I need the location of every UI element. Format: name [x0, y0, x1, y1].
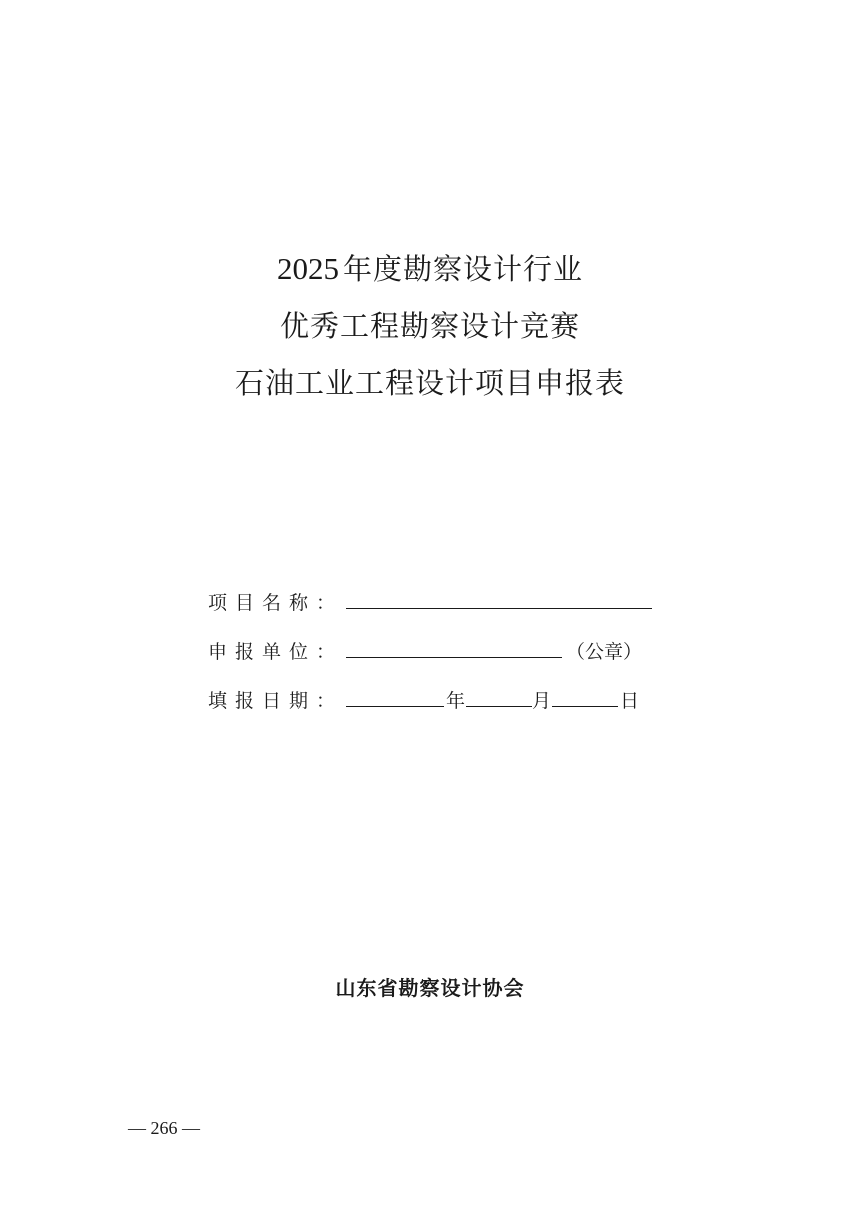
official-seal-note: （公章）: [566, 641, 643, 663]
title-year: 2025: [276, 251, 339, 286]
title-line-2: 优秀工程勘察设计竞赛: [279, 309, 580, 343]
date-year-field[interactable]: [346, 684, 444, 707]
date-label: 填报日期：: [208, 690, 344, 712]
issuing-organization: 山东省勘察设计协会: [335, 976, 525, 1000]
project-name-field[interactable]: [346, 586, 652, 609]
application-form: [208, 586, 688, 733]
project-name-row: [208, 586, 688, 635]
applicant-label: 申报单位：: [208, 641, 344, 663]
date-month-field[interactable]: [466, 684, 532, 707]
year-char: 年: [446, 690, 466, 712]
title-line-1-text: 年度勘察设计行业: [342, 252, 583, 286]
date-day-field[interactable]: [552, 684, 618, 707]
applicant-row: [208, 635, 688, 684]
applicant-field[interactable]: [346, 635, 562, 658]
title-line-3: 石油工业工程设计项目申报表: [234, 366, 625, 400]
month-char: 月: [532, 690, 552, 712]
project-name-label: 项目名称：: [208, 592, 344, 614]
day-char: 日: [620, 690, 640, 712]
document-title: [0, 240, 860, 412]
date-row: [208, 684, 688, 733]
page-number: — 266 —: [128, 1118, 200, 1138]
title-line-1: [0, 240, 860, 298]
